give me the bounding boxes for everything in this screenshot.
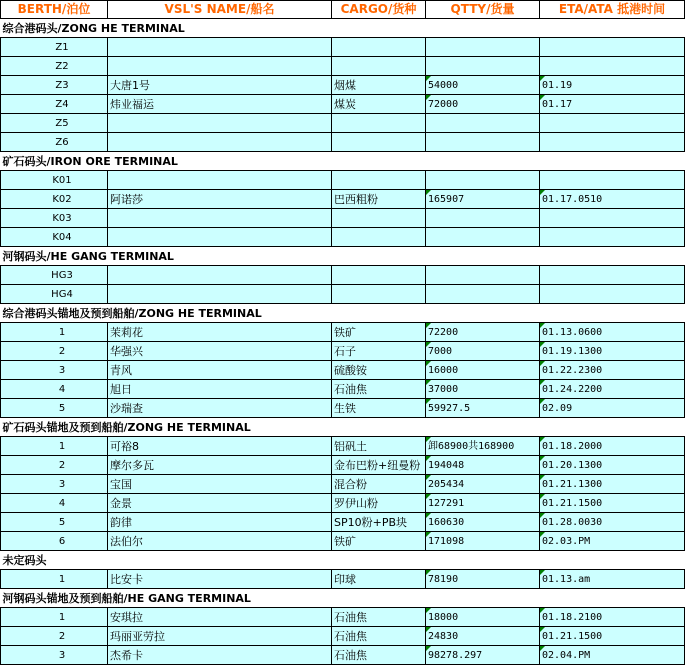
berth-cell: Z6	[1, 133, 108, 152]
section-header	[1, 19, 685, 38]
eta-cell	[540, 209, 685, 228]
section-header	[1, 551, 685, 570]
cargo-cell: 石油焦	[332, 627, 426, 646]
eta-cell	[540, 285, 685, 304]
eta-cell	[540, 266, 685, 285]
cargo-cell	[332, 38, 426, 57]
quantity-cell	[426, 114, 540, 133]
vessel-name-cell: 阿诺莎	[108, 190, 332, 209]
eta-cell	[540, 57, 685, 76]
berth-cell: 1	[1, 608, 108, 627]
quantity-cell: 卸68900共168900	[426, 437, 540, 456]
vessel-name-cell	[108, 114, 332, 133]
vessel-name-cell: 金景	[108, 494, 332, 513]
vessel-name-cell: 玛丽亚劳拉	[108, 627, 332, 646]
berth-cell: Z1	[1, 38, 108, 57]
cargo-cell: 巴西粗粉	[332, 190, 426, 209]
quantity-cell: 171098	[426, 532, 540, 551]
section-header	[1, 589, 685, 608]
vessel-name-cell	[108, 57, 332, 76]
cargo-cell: 铁矿	[332, 532, 426, 551]
vessel-name-cell: 青风	[108, 361, 332, 380]
cargo-cell	[332, 266, 426, 285]
table-row	[1, 190, 685, 209]
berth-cell: 3	[1, 475, 108, 494]
table-row	[1, 513, 685, 532]
quantity-cell: 54000	[426, 76, 540, 95]
cargo-cell	[332, 285, 426, 304]
berth-cell: 4	[1, 494, 108, 513]
header-row	[1, 1, 685, 19]
header-cargo: CARGO/货种	[332, 1, 426, 19]
table-row	[1, 114, 685, 133]
table-row	[1, 209, 685, 228]
quantity-cell: 59927.5	[426, 399, 540, 418]
berth-cell: K04	[1, 228, 108, 247]
table-row	[1, 133, 685, 152]
quantity-cell: 18000	[426, 608, 540, 627]
quantity-cell: 78190	[426, 570, 540, 589]
cargo-cell: 烟煤	[332, 76, 426, 95]
berth-cell: HG4	[1, 285, 108, 304]
eta-cell	[540, 38, 685, 57]
cargo-cell	[332, 171, 426, 190]
section-title: 综合港码头锚地及预到船舶/ZONG HE TERMINAL	[1, 304, 685, 323]
berth-cell: Z5	[1, 114, 108, 133]
berth-cell: K02	[1, 190, 108, 209]
eta-cell: 01.21.1300	[540, 475, 685, 494]
eta-cell: 01.28.0030	[540, 513, 685, 532]
header-vessel: VSL'S NAME/船名	[108, 1, 332, 19]
quantity-cell: 72000	[426, 95, 540, 114]
header-berth: BERTH/泊位	[1, 1, 108, 19]
eta-cell: 01.13.0600	[540, 323, 685, 342]
cargo-cell	[332, 133, 426, 152]
vessel-name-cell	[108, 209, 332, 228]
table-row	[1, 532, 685, 551]
cargo-cell: 石油焦	[332, 380, 426, 399]
vessel-name-cell: 杰希卡	[108, 646, 332, 665]
berth-cell: 5	[1, 513, 108, 532]
eta-cell: 01.22.2300	[540, 361, 685, 380]
cargo-cell: SP10粉+PB块	[332, 513, 426, 532]
vessel-name-cell: 炜业福运	[108, 95, 332, 114]
table-row	[1, 95, 685, 114]
berth-cell: 4	[1, 380, 108, 399]
section-title: 未定码头	[1, 551, 685, 570]
eta-cell	[540, 171, 685, 190]
eta-cell: 01.24.2200	[540, 380, 685, 399]
quantity-cell: 165907	[426, 190, 540, 209]
berth-cell: 2	[1, 456, 108, 475]
table-row	[1, 570, 685, 589]
berth-cell: 5	[1, 399, 108, 418]
cargo-cell: 石油焦	[332, 608, 426, 627]
quantity-cell	[426, 133, 540, 152]
table-row	[1, 57, 685, 76]
table-row	[1, 38, 685, 57]
table-row	[1, 494, 685, 513]
berth-cell: HG3	[1, 266, 108, 285]
quantity-cell	[426, 228, 540, 247]
table-row	[1, 266, 685, 285]
eta-cell: 01.13.am	[540, 570, 685, 589]
vessel-name-cell: 法伯尔	[108, 532, 332, 551]
header-eta: ETA/ATA 抵港时间	[540, 1, 685, 19]
quantity-cell	[426, 266, 540, 285]
quantity-cell: 194048	[426, 456, 540, 475]
quantity-cell: 24830	[426, 627, 540, 646]
eta-cell: 01.21.1500	[540, 627, 685, 646]
berth-cell: Z2	[1, 57, 108, 76]
quantity-cell: 127291	[426, 494, 540, 513]
quantity-cell	[426, 57, 540, 76]
eta-cell	[540, 228, 685, 247]
quantity-cell	[426, 171, 540, 190]
vessel-name-cell: 比安卡	[108, 570, 332, 589]
cargo-cell: 煤炭	[332, 95, 426, 114]
quantity-cell: 205434	[426, 475, 540, 494]
vessel-name-cell	[108, 38, 332, 57]
quantity-cell: 72200	[426, 323, 540, 342]
eta-cell: 01.20.1300	[540, 456, 685, 475]
cargo-cell	[332, 228, 426, 247]
quantity-cell: 160630	[426, 513, 540, 532]
section-title: 河钢码头/HE GANG TERMINAL	[1, 247, 685, 266]
cargo-cell	[332, 114, 426, 133]
section-header	[1, 152, 685, 171]
vessel-name-cell: 安琪拉	[108, 608, 332, 627]
vessel-name-cell	[108, 266, 332, 285]
berth-cell: 3	[1, 361, 108, 380]
eta-cell	[540, 133, 685, 152]
vessel-name-cell: 旭日	[108, 380, 332, 399]
berth-cell: K03	[1, 209, 108, 228]
quantity-cell: 98278.297	[426, 646, 540, 665]
vessel-name-cell: 宝国	[108, 475, 332, 494]
vessel-name-cell: 韵律	[108, 513, 332, 532]
section-title: 矿石码头/IRON ORE TERMINAL	[1, 152, 685, 171]
vessel-name-cell: 沙瑞查	[108, 399, 332, 418]
vessel-name-cell	[108, 228, 332, 247]
vessel-name-cell	[108, 133, 332, 152]
eta-cell: 01.18.2100	[540, 608, 685, 627]
table-row	[1, 646, 685, 665]
table-row	[1, 608, 685, 627]
table-row	[1, 380, 685, 399]
cargo-cell: 罗伊山粉	[332, 494, 426, 513]
cargo-cell: 铁矿	[332, 323, 426, 342]
table-row	[1, 627, 685, 646]
table-row	[1, 76, 685, 95]
section-header	[1, 418, 685, 437]
quantity-cell: 16000	[426, 361, 540, 380]
eta-cell: 02.03.PM	[540, 532, 685, 551]
cargo-cell: 铝矾土	[332, 437, 426, 456]
cargo-cell	[332, 209, 426, 228]
eta-cell: 01.17	[540, 95, 685, 114]
cargo-cell: 生铁	[332, 399, 426, 418]
quantity-cell: 37000	[426, 380, 540, 399]
quantity-cell	[426, 209, 540, 228]
eta-cell: 02.09	[540, 399, 685, 418]
section-header	[1, 247, 685, 266]
cargo-cell: 石油焦	[332, 646, 426, 665]
table-row	[1, 437, 685, 456]
berth-cell: K01	[1, 171, 108, 190]
berth-cell: 1	[1, 437, 108, 456]
berth-cell: 2	[1, 627, 108, 646]
table-row	[1, 361, 685, 380]
table-row	[1, 285, 685, 304]
table-row	[1, 475, 685, 494]
cargo-cell: 混合粉	[332, 475, 426, 494]
cargo-cell	[332, 57, 426, 76]
header-quantity: QTTY/货量	[426, 1, 540, 19]
cargo-cell: 印球	[332, 570, 426, 589]
section-title: 矿石码头锚地及预到船舶/ZONG HE TERMINAL	[1, 418, 685, 437]
cargo-cell: 石子	[332, 342, 426, 361]
berth-cell: Z3	[1, 76, 108, 95]
quantity-cell	[426, 285, 540, 304]
section-header	[1, 304, 685, 323]
eta-cell: 01.19	[540, 76, 685, 95]
berth-cell: 3	[1, 646, 108, 665]
table-row	[1, 399, 685, 418]
vessel-name-cell: 茉莉花	[108, 323, 332, 342]
eta-cell: 02.04.PM	[540, 646, 685, 665]
vessel-name-cell: 大唐1号	[108, 76, 332, 95]
eta-cell: 01.17.0510	[540, 190, 685, 209]
berth-cell: 6	[1, 532, 108, 551]
table-row	[1, 228, 685, 247]
eta-cell: 01.19.1300	[540, 342, 685, 361]
berth-cell: 2	[1, 342, 108, 361]
vessel-name-cell: 可裕8	[108, 437, 332, 456]
quantity-cell: 7000	[426, 342, 540, 361]
table-row	[1, 342, 685, 361]
berth-cell: 1	[1, 570, 108, 589]
berth-cell: Z4	[1, 95, 108, 114]
table-row	[1, 171, 685, 190]
quantity-cell	[426, 38, 540, 57]
cargo-cell: 金布巴粉+纽曼粉	[332, 456, 426, 475]
section-title: 综合港码头/ZONG HE TERMINAL	[1, 19, 685, 38]
vessel-name-cell: 摩尔多瓦	[108, 456, 332, 475]
cargo-cell: 硫酸铵	[332, 361, 426, 380]
vessel-name-cell	[108, 171, 332, 190]
eta-cell: 01.18.2000	[540, 437, 685, 456]
table-row	[1, 456, 685, 475]
eta-cell	[540, 114, 685, 133]
section-title: 河钢码头锚地及预到船舶/HE GANG TERMINAL	[1, 589, 685, 608]
table-row	[1, 323, 685, 342]
vessel-name-cell	[108, 285, 332, 304]
berth-cell: 1	[1, 323, 108, 342]
eta-cell: 01.21.1500	[540, 494, 685, 513]
vessel-name-cell: 华强兴	[108, 342, 332, 361]
